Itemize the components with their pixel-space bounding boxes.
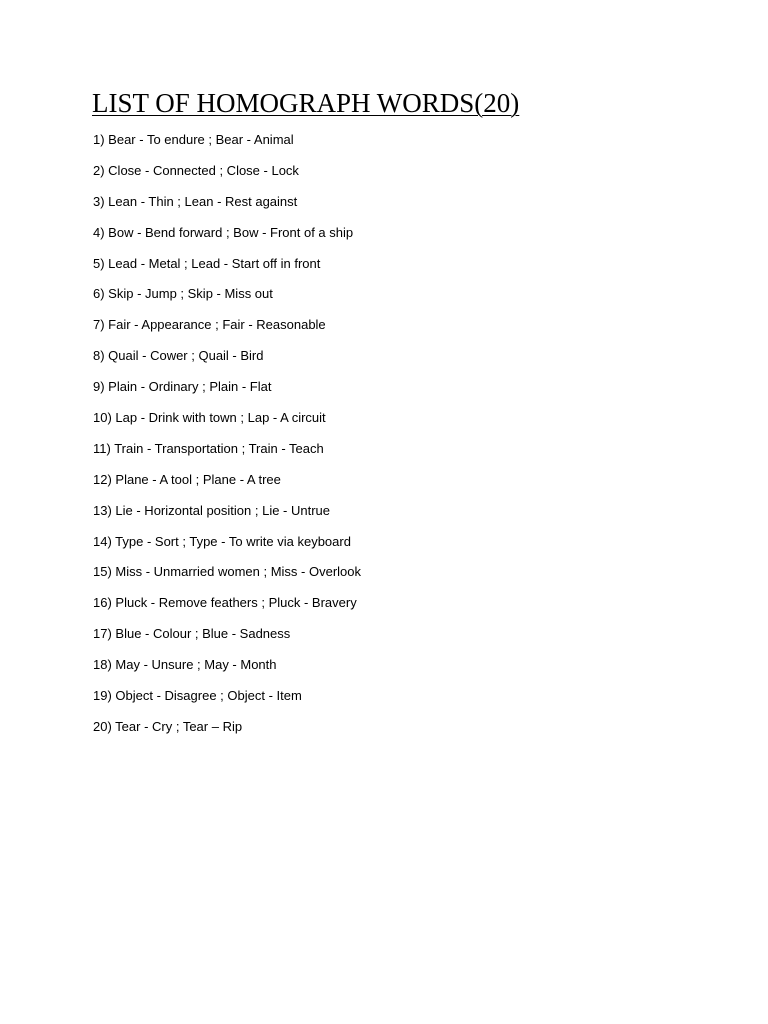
list-item: 13) Lie - Horizontal position ; Lie - Untrue xyxy=(93,502,331,518)
list-item: 6) Skip - Jump ; Skip - Miss out xyxy=(93,286,273,302)
page-title: LIST OF HOMOGRAPH WORDS(20) xyxy=(92,88,520,118)
list-item: 20) Tear - Cry ; Tear – Rip xyxy=(93,718,243,734)
homograph-list xyxy=(93,130,361,748)
list-item: 7) Fair - Appearance ; Fair - Reasonable xyxy=(93,317,326,333)
list-item: 19) Object - Disagree ; Object - Item xyxy=(93,688,302,704)
list-item: 11) Train - Transportation ; Train - Teach xyxy=(93,440,324,456)
list-item: 3) Lean - Thin ; Lean - Rest against xyxy=(93,193,298,209)
list-item: 5) Lead - Metal ; Lead - Start off in front xyxy=(93,255,321,271)
list-item: 8) Quail - Cower ; Quail - Bird xyxy=(93,348,264,364)
list-item: 2) Close - Connected ; Close - Lock xyxy=(93,162,299,178)
list-item: 14) Type - Sort ; Type - To write via keyboard xyxy=(93,533,351,549)
list-item: 16) Pluck - Remove feathers ; Pluck - Bravery xyxy=(93,595,357,611)
list-item: 17) Blue - Colour ; Blue - Sadness xyxy=(93,626,291,642)
list-item: 1) Bear - To endure ; Bear - Animal xyxy=(93,132,294,147)
list-item: 12) Plane - A tool ; Plane - A tree xyxy=(93,471,281,487)
list-item: 9) Plain - Ordinary ; Plain - Flat xyxy=(93,379,272,395)
list-item: 15) Miss - Unmarried women ; Miss - Overlook xyxy=(93,564,361,580)
list-item: 10) Lap - Drink with town ; Lap - A circuit xyxy=(93,410,326,426)
list-item: 4) Bow - Bend forward ; Bow - Front of a ship xyxy=(93,224,354,240)
list-item: 18) May - Unsure ; May - Month xyxy=(93,657,277,673)
